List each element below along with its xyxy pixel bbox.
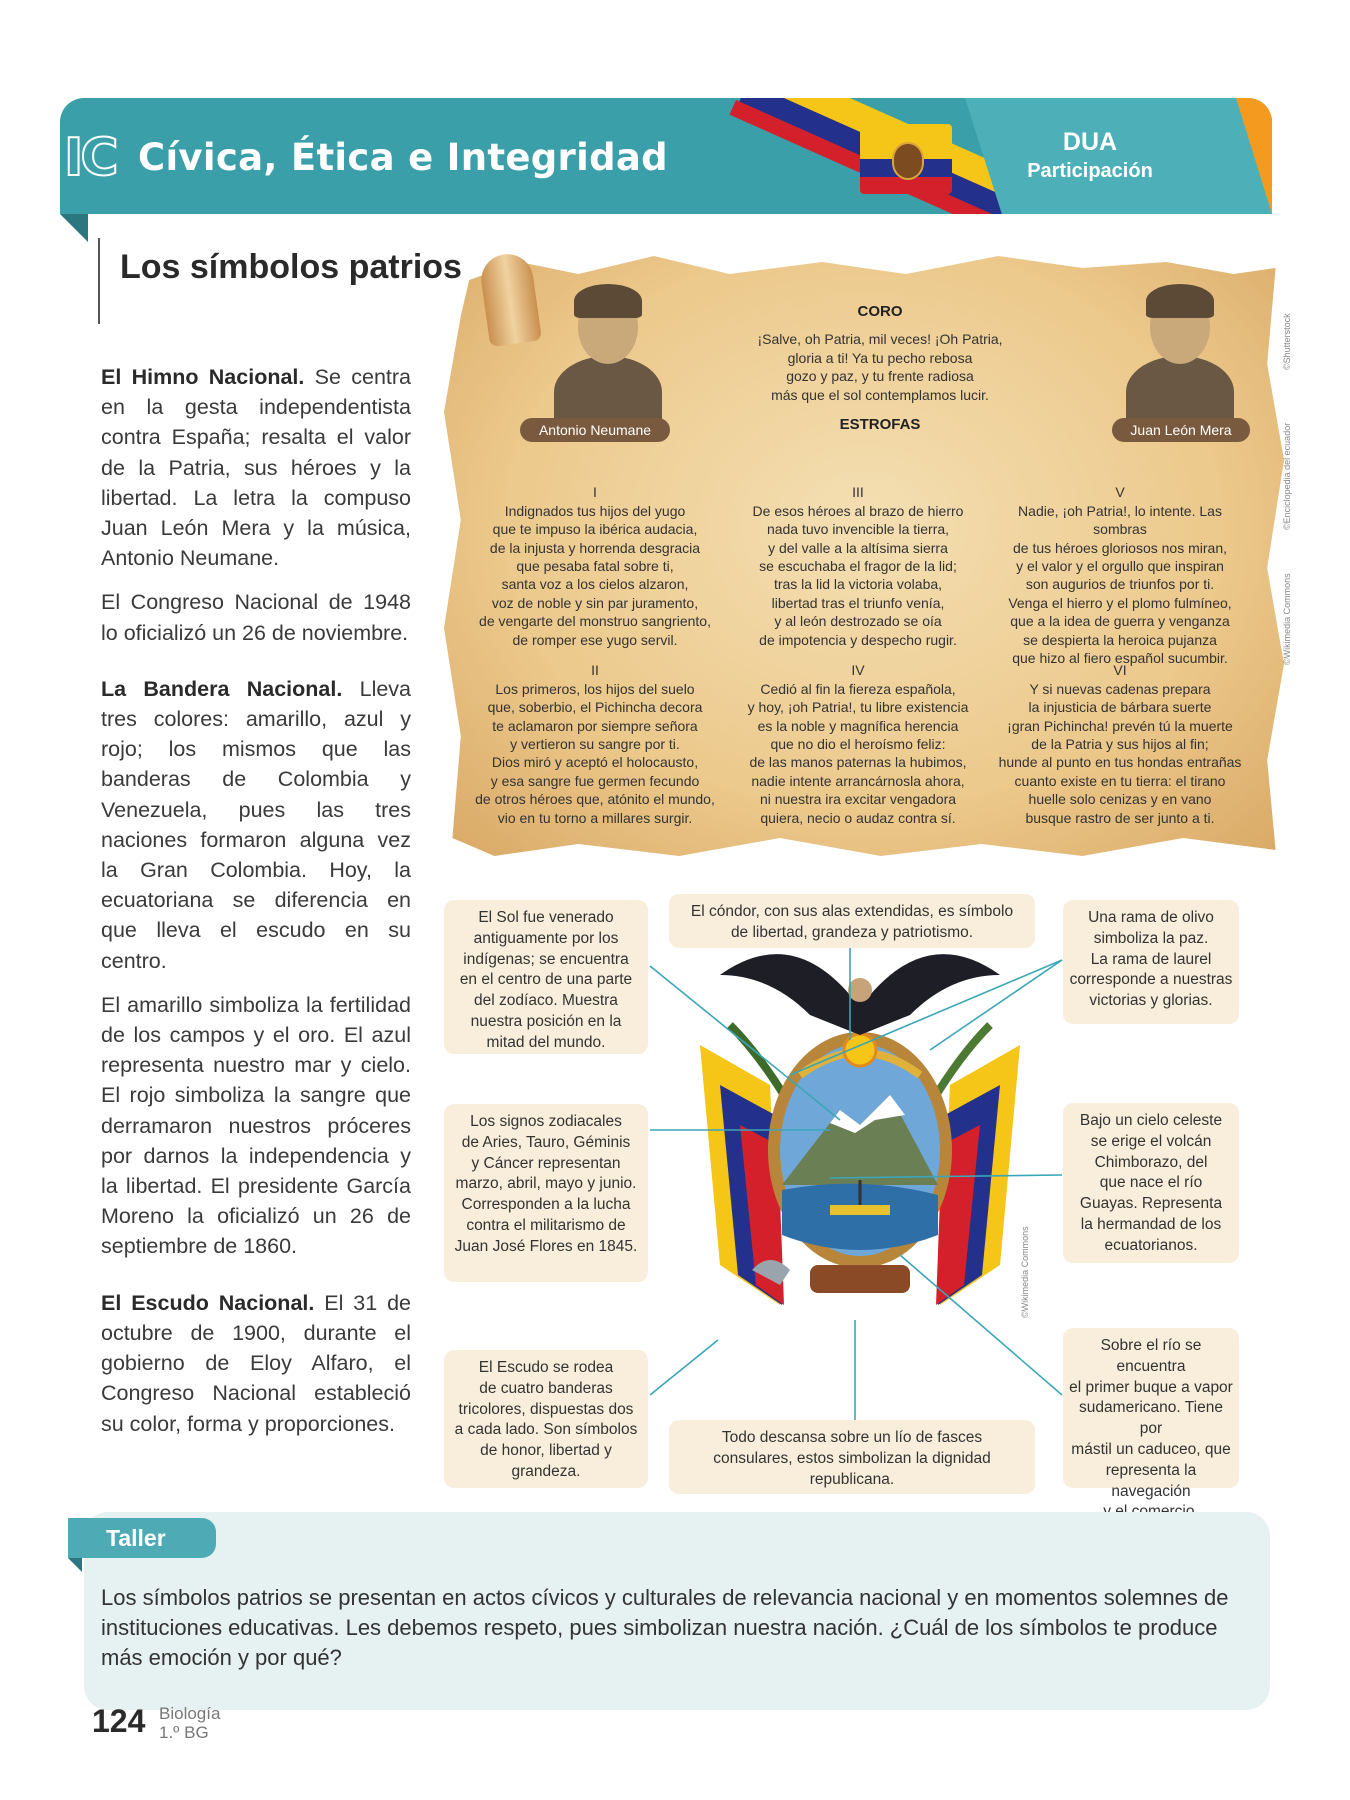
taller-label: Taller: [68, 1518, 216, 1558]
callout-zodiaco: Los signos zodiacales de Aries, Tauro, Géminis y Cáncer representan marzo, abril, mayo y junio. Corresponden a la lucha contra el militarismo de Juan José Flores en 1845.: [444, 1104, 648, 1282]
verse-5: [990, 465, 1250, 667]
verse-number: I: [593, 484, 597, 501]
verse-text: Cedió al fin la fiereza española, y hoy, ¡oh Patria!, tu libre existencia es la noble y magnífica herencia que no dio el heroísmo feliz: de las manos paternas la hubimos, nadie intente arrancárnosla ahora, ni nuestra ira excitar vengadora quiera, necio o audaz contra sí.: [747, 680, 969, 826]
callout-chimborazo: Bajo un cielo celeste se erige el volcán Chimborazo, del que nace el río Guayas. Representa la hermandad de los ecuatorianos.: [1063, 1103, 1239, 1263]
footer-subject: Biología: [159, 1704, 221, 1723]
footer-grade: 1.º BG: [159, 1723, 209, 1742]
callout-fasces: Todo descansa sobre un lío de fasces consulares, estos simbolizan la dignidad republicana.: [669, 1420, 1035, 1494]
body-text-column: [101, 362, 411, 1453]
escudo-paragraph: [101, 1288, 411, 1439]
escudo-label: El Escudo Nacional.: [101, 1290, 315, 1315]
title-rule: [98, 238, 100, 324]
verse-text: Nadie, ¡oh Patria!, lo intente. Las sombras de tus héroes gloriosos nos miran, y el valor y el orgullo que inspiran son augurios de triunfos por ti. Venga el hierro y el plomo fulmíneo, que a la idea de guerra y venganza se despierta la heroica pujanza que hizo al fiero español sucumbir.: [1008, 502, 1232, 667]
bandera-text: Lleva tres colores: amarillo, azul y rojo; los mismos que las banderas de Colombia y Venezuela, pues las tres naciones formaron alguna vez la Gran Colombia. Hoy, la ecuatoriana se diferencia en que lleva el escudo en su centro.: [101, 676, 412, 973]
verse-number: V: [1115, 484, 1125, 501]
verse-number: III: [852, 484, 864, 501]
composer-left-label: Antonio Neumane: [520, 418, 670, 442]
escudo-text: El 31 de octubre de 1900, durante el gobierno de Eloy Alfaro, el Congreso Nacional estableció su color, forma y proporciones.: [101, 1290, 412, 1436]
verse-number: IV: [851, 662, 865, 679]
banner-title: Cívica, Ética e Integridad: [138, 136, 668, 179]
taller-question: Los símbolos patrios se presentan en actos cívicos y culturales de relevancia nacional y en momentos solemnes de instituciones educativas. Les debemos respeto, pues simbolizan nuestra nación. ¿Cuál de los símbolos te produce más emoción y por qué?: [101, 1585, 1229, 1670]
portrait-mera: [1120, 278, 1240, 428]
portrait-neumane: [548, 278, 668, 428]
verse-1: [470, 465, 720, 649]
himno-label: El Himno Nacional.: [101, 365, 305, 389]
credit-shutterstock: ©Shutterstock: [1282, 313, 1292, 370]
dua-title: DUA: [1062, 128, 1118, 156]
credit-enciclopedia: ©Enciclopedia del ecuador: [1282, 422, 1292, 530]
composer-right-label: Juan León Mera: [1112, 418, 1250, 442]
condor-head: [848, 978, 872, 1002]
credit-escudo: ©Wikimedia Commons: [1020, 1226, 1030, 1318]
verse-text: Y si nuevas cadenas prepara la injusticia de bárbara suerte ¡gran Pichincha! prevén tú la muerte de la Patria y sus hijos al fin; hunde al punto en tus hondas entrañas cuanto existe en tu tierra: el tirano huelle solo cenizas y en vano busque rastro de ser junto a ti.: [998, 680, 1242, 826]
fasces: [810, 1265, 910, 1293]
sun-icon: [844, 1034, 876, 1066]
callout-buque: Sobre el río se encuentra el primer buque a vapor sudamericano. Tiene por mástil un caduceo, que representa la navegación: [1063, 1328, 1239, 1488]
banner-fold: [60, 214, 88, 242]
callout-sol: El Sol fue venerado antiguamente por los indígenas; se encuentra en el centro de una parte del zodíaco. Muestra nuestra posición en la mitad del mundo.: [444, 900, 648, 1054]
ic-logo: IC: [64, 128, 116, 188]
callout-olivo: Una rama de olivo simboliza la paz. La rama de laurel corresponde a nuestras victorias y glorias.: [1063, 900, 1239, 1024]
himno-paragraph-2: El Congreso Nacional de 1948 lo oficializó un 26 de noviembre.: [101, 590, 411, 645]
callout-banderas: El Escudo se rodea de cuatro banderas tricolores, dispuestas dos a cada lado. Son símbolos de honor, libertad y grandeza.: [444, 1350, 648, 1488]
dua-subtitle: Participación: [1027, 160, 1153, 182]
verse-text: Indignados tus hijos del yugo que te impuso la ibérica audacia, de la injusta y horrenda desgracia que pesaba fatal sobre ti, santa voz a los cielos alzaron, voz de noble y sin par juramento, de vengarte del monstruo sangriento, de romper ese yugo servil.: [479, 502, 711, 648]
flag-emblem-icon: [892, 142, 924, 180]
callout-condor: El cóndor, con sus alas extendidas, es símbolo de libertad, grandeza y patriotismo.: [669, 894, 1035, 948]
himno-paragraph: [101, 362, 411, 573]
estrofas-title: ESTROFAS: [839, 416, 921, 433]
credit-wikimedia: ©Wikimedia Commons: [1282, 573, 1292, 665]
page-number: 124: [92, 1703, 146, 1739]
verse-number: VI: [1113, 662, 1127, 679]
coat-of-arms-illustration: [660, 935, 1060, 1355]
coro-title: CORO: [857, 303, 903, 320]
verse-text: De esos héroes al brazo de hierro nada tuvo invencible la tierra, y del valle a la altísima sierra se escuchaba el fragor de la lid; tras la lid la victoria volaba, libertad tras el triunfo venía, y al león destrozado se oía de impotencia y despecho rugir.: [752, 502, 964, 648]
verse-4: [733, 643, 983, 827]
ecuador-flag-icon: [860, 124, 952, 194]
verse-number: II: [591, 662, 599, 679]
bandera-label: La Bandera Nacional.: [101, 676, 343, 701]
verse-6: [990, 643, 1250, 827]
steamboat: [830, 1205, 890, 1215]
page-title: Los símbolos patrios: [120, 248, 462, 286]
taller-fold: [68, 1558, 82, 1572]
bandera-paragraph: [101, 674, 411, 976]
verse-2: [470, 643, 720, 827]
himno-text: Se centra en la gesta independentista contra España; resalta el valor de la Patria, sus héroes y la libertad. La letra la compuso Juan León Mera y la música, Antonio Neumane.: [101, 365, 412, 571]
coro-text: ¡Salve, oh Patria, mil veces! ¡Oh Patria, gloria a ti! Ya tu pecho rebosa gozo y paz, y tu frente radiosa más que el sol contemplamos lucir.: [757, 331, 1003, 403]
verse-text: Los primeros, los hijos del suelo que, soberbio, el Pichincha decora te aclamaron por siempre señora y vertieron su sangre por ti. Dios miró y aceptó el holocausto, y esa sangre fue germen fecundo de otros héroes que, atónito el mundo, vio en tu torno a millares surgir.: [475, 680, 715, 826]
bandera-paragraph-2: El amarillo simboliza la fertilidad de los campos y el oro. El azul representa nuestro mar y cielo. El rojo simboliza la sangre que derramaron nuestros próceres por darnos la independencia y la libertad. El presidente García Moreno la oficializó un 26 de septiembre de 1860.: [101, 992, 411, 1259]
verse-3: [733, 465, 983, 649]
